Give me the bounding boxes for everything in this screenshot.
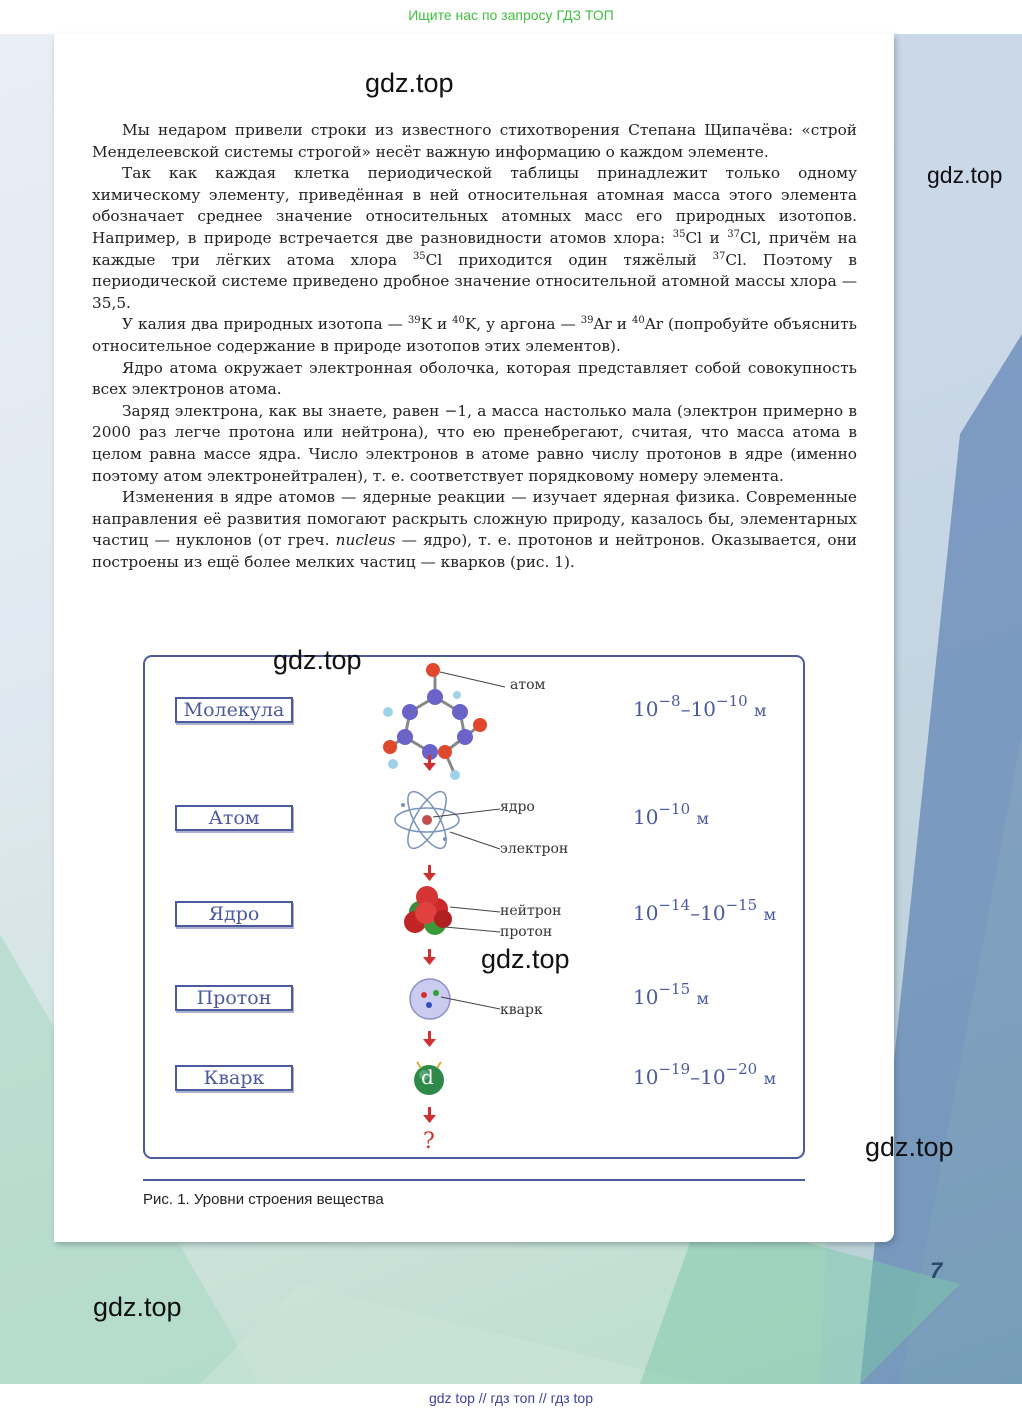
level-proton: Протон: [175, 985, 293, 1011]
scale-molecule: $10^{-8}-10^{-10}$ м: [633, 692, 767, 721]
label-electron: электрон: [500, 841, 569, 857]
level-atom: Атом: [175, 805, 293, 831]
label-neutron: нейтрон: [500, 903, 562, 919]
watermark: gdz.top: [865, 1132, 954, 1162]
paragraph: Заряд электрона, как вы знаете, равен −1, а масса настолько мала (электрон примерно в 2000 раз легче протона или нейтрона), что ею пренебрегают, считая, что масса атома в целом равна массе ядра. Число электронов в атоме равно числу протонов в ядре (именно поэтому атом электронейтрален), т. е. соответствует порядковому номеру элемента.: [92, 401, 857, 485]
label-nucleus: ядро: [500, 799, 535, 815]
figure-caption: Рис. 1. Уровни строения вещества: [143, 1191, 384, 1208]
bottom-links-bar[interactable]: gdz top // гдз топ // гдз top: [0, 1384, 1022, 1416]
caption-divider: [143, 1179, 805, 1181]
label-quark: кварк: [500, 1002, 543, 1018]
paragraph: Так как каждая клетка периодической таблицы принадлежит только одному химическому элементу, приведённая в ней относительная атомная масса этого элемента обозначает среднее значение относительных атомных масс его природных изотопов. Например, в природе встречается две разновидности атомов хлора: $^{35}$Cl и $^{37}$Cl, причём на каждые три лёгких атома хлора $^{35}$Cl приходится один тяжёлый $^{37}$Cl. Поэтому в периодической системе приведено дробное значение относительной атомной массы хлора — 35,5.: [92, 164, 857, 312]
proton-icon: [410, 979, 500, 1019]
watermark: gdz.top: [365, 68, 454, 98]
watermark: gdz.top: [93, 1292, 182, 1322]
level-nucleus: Ядро: [175, 901, 293, 927]
atom-icon: [395, 786, 500, 853]
structure-levels-figure: [143, 655, 805, 1159]
body-text: [92, 120, 857, 573]
level-quark: Кварк: [175, 1065, 293, 1091]
paragraph: Изменения в ядре атомов — ядерные реакции — изучает ядерная физика. Современные направления её развития помогают раскрыть сложную природу, казалось бы, элементарных частиц — нуклонов (от греч. nucleus — ядро), т. е. протонов и нейтронов. Оказывается, они построены из ещё более мелких частиц — кварков (рис. 1).: [92, 488, 857, 571]
question-mark: ?: [423, 1129, 435, 1154]
scale-nucleus: $10^{-14}-10^{-15}$ м: [633, 896, 777, 925]
quark-letter: d: [421, 1065, 434, 1089]
watermark: gdz.top: [273, 645, 362, 675]
level-molecule: Молекула: [175, 697, 293, 723]
page-number: 7: [930, 1258, 943, 1283]
molecule-icon: [383, 663, 505, 780]
paragraph: У калия два природных изотопа — $^{39}$K и $^{40}$K, у аргона — $^{39}$Ar и $^{40}$Ar (попробуйте объяснить относительное содержание в природе изотопов этих элементов).: [92, 315, 858, 355]
paragraph: Ядро атома окружает электронная оболочка, которая представляет собой совокупность всех электронов атома.: [92, 358, 857, 399]
scale-proton: $10^{-15}$ м: [633, 980, 709, 1009]
nucleus-icon: [404, 886, 500, 935]
label-atom: атом: [510, 677, 546, 693]
watermark: gdz.top: [927, 162, 1003, 188]
watermark: gdz.top: [481, 944, 570, 974]
paragraph: Мы недаром привели строки из известного стихотворения Степана Щипачёва: «строй Менделеевской системы строгой» несёт важную информацию о каждом элементе.: [92, 121, 857, 161]
top-search-banner[interactable]: Ищите нас по запросу ГДЗ ТОП: [0, 0, 1022, 34]
scale-atom: $10^{-10}$ м: [633, 800, 709, 829]
label-proton: протон: [500, 924, 553, 940]
scale-quark: $10^{-19}-10^{-20}$ м: [633, 1060, 777, 1089]
